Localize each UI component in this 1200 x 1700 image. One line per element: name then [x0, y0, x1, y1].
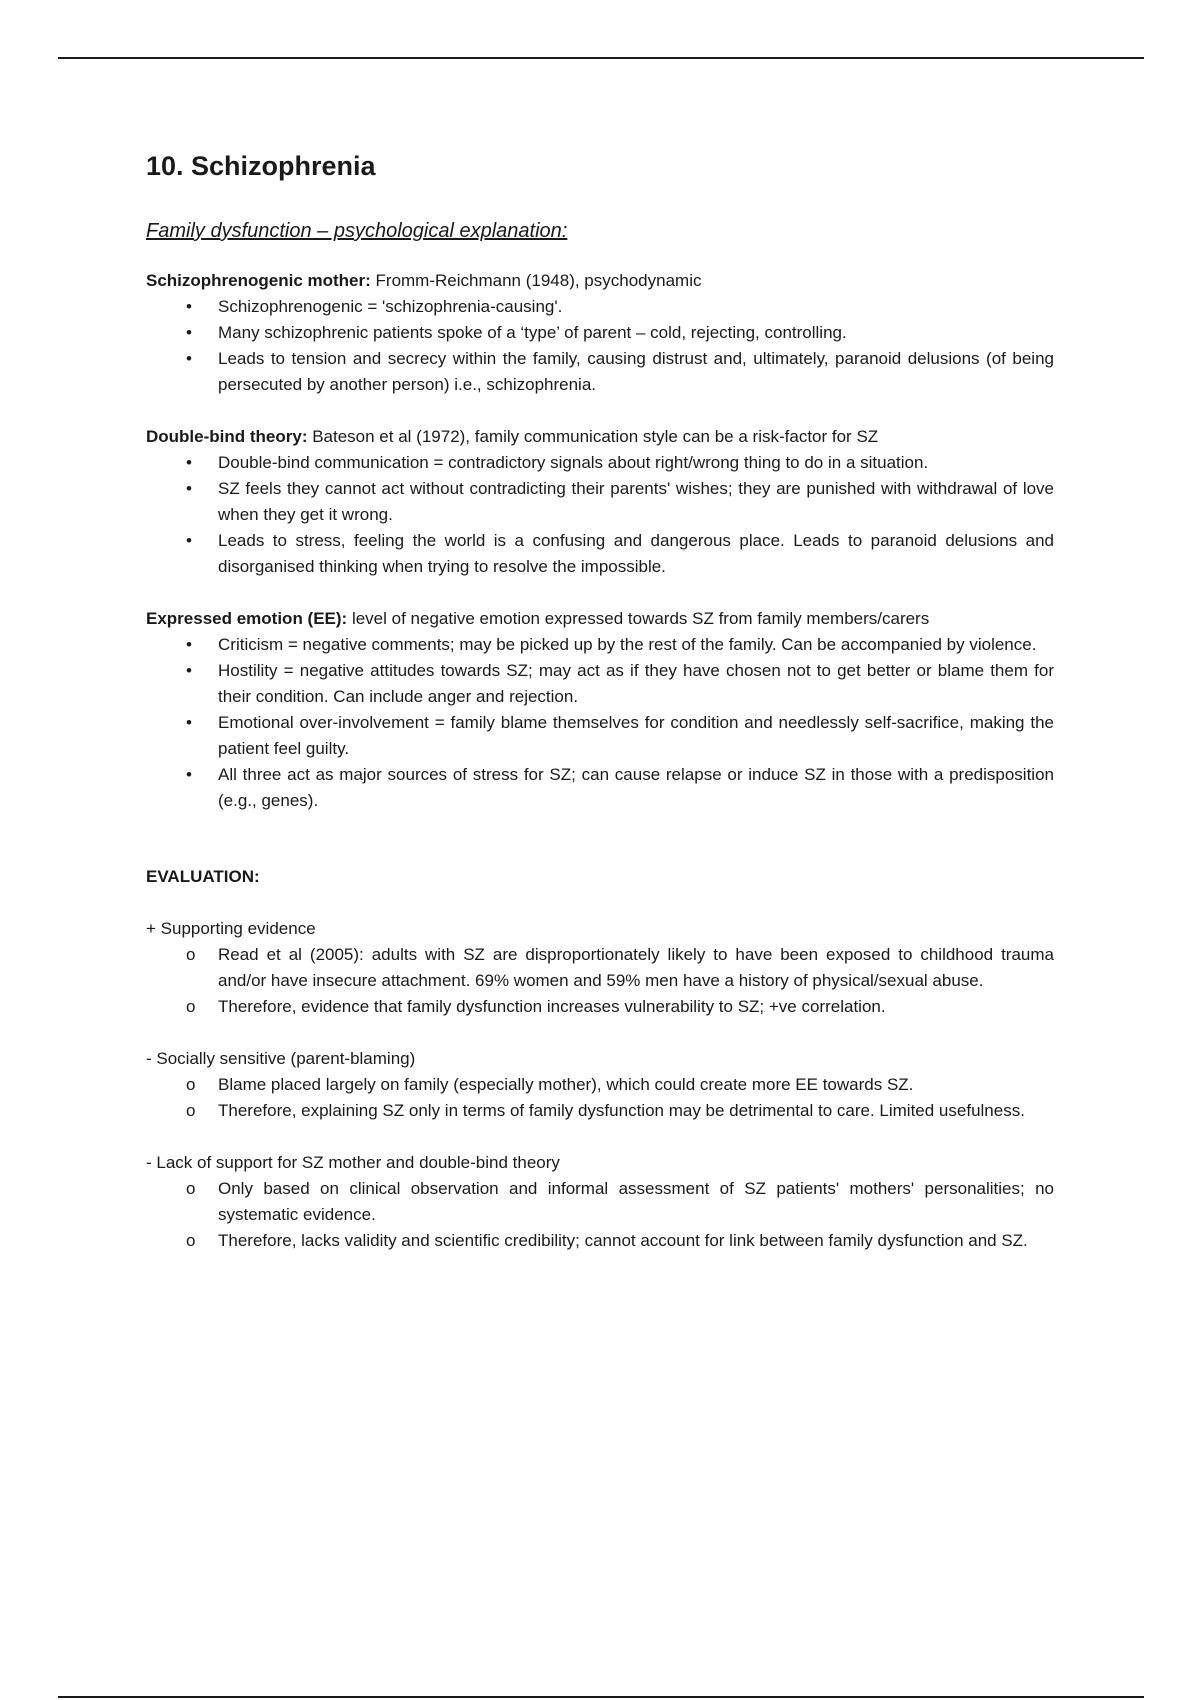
section-heading: Double-bind theory:: [146, 427, 308, 446]
page-subtitle: Family dysfunction – psychological explanation:: [146, 220, 568, 242]
sub-bullet-marker: o: [186, 1075, 196, 1094]
top-rule: [58, 57, 1144, 59]
bullet-list: [146, 450, 1054, 580]
section-intro: Bateson et al (1972), family communication style can be a risk-factor for SZ: [307, 427, 879, 446]
section-schizophrenogenic-mother: [146, 268, 1054, 398]
bullet-marker: •: [186, 479, 192, 498]
evaluation-point-lack-of-support: [146, 1150, 1054, 1254]
document-body: [146, 146, 1054, 1254]
evaluation-point-label: - Socially sensitive (parent-blaming): [146, 1049, 416, 1068]
evaluation-point-label: - Lack of support for SZ mother and double-bind theory: [146, 1153, 560, 1172]
section-intro: level of negative emotion expressed towards SZ from family members/carers: [347, 609, 930, 628]
list-item: o Therefore, explaining SZ only in terms of family dysfunction may be detrimental to care. Limited usefulness.: [146, 1098, 1054, 1124]
bullet-marker: •: [186, 323, 192, 342]
sub-bullet-marker: o: [186, 1231, 196, 1250]
sub-bullet-marker: o: [186, 945, 196, 964]
list-item: • Criticism = negative comments; may be picked up by the rest of the family. Can be accompanied by violence.: [146, 632, 1054, 658]
section-heading: Expressed emotion (EE):: [146, 609, 348, 628]
bullet-marker: •: [186, 453, 192, 472]
section-expressed-emotion: [146, 606, 1054, 814]
list-item: • Leads to stress, feeling the world is a confusing and dangerous place. Leads to paranoid delusions and disorganised thinking when trying to resolve the impossible.: [146, 528, 1054, 580]
page-title: 10. Schizophrenia: [146, 151, 376, 181]
evaluation-point-socially-sensitive: [146, 1046, 1054, 1124]
list-item: • Leads to tension and secrecy within the family, causing distrust and, ultimately, paranoid delusions (of being persecuted by another person) i.e., schizophrenia.: [146, 346, 1054, 398]
list-item: o Only based on clinical observation and informal assessment of SZ patients' mothers' personalities; no systematic evidence.: [146, 1176, 1054, 1228]
evaluation-point-supporting-evidence: [146, 916, 1054, 1020]
list-item: o Therefore, lacks validity and scientific credibility; cannot account for link between family dysfunction and SZ.: [146, 1228, 1054, 1254]
bullet-marker: •: [186, 531, 192, 550]
sub-bullet-list: [146, 1176, 1054, 1254]
sub-bullet-list: [146, 942, 1054, 1020]
list-item: • Emotional over-involvement = family blame themselves for condition and needlessly self-sacrifice, making the patient feel guilty.: [146, 710, 1054, 762]
list-item: o Blame placed largely on family (especially mother), which could create more EE towards SZ.: [146, 1072, 1054, 1098]
section-intro: Fromm-Reichmann (1948), psychodynamic: [370, 271, 702, 290]
sub-bullet-marker: o: [186, 997, 196, 1016]
bullet-marker: •: [186, 713, 192, 732]
bullet-list: [146, 294, 1054, 398]
list-item: o Read et al (2005): adults with SZ are disproportionately likely to have been exposed to childhood trauma and/or have insecure attachment. 69% women and 59% men have a history of physical/sexual abuse.: [146, 942, 1054, 994]
sub-bullet-marker: o: [186, 1179, 196, 1198]
bullet-marker: •: [186, 765, 192, 784]
list-item: • All three act as major sources of stress for SZ; can cause relapse or induce SZ in those with a predisposition (e.g., genes).: [146, 762, 1054, 814]
bullet-marker: •: [186, 349, 192, 368]
bottom-rule: [58, 1696, 1144, 1698]
bullet-marker: •: [186, 661, 192, 680]
list-item: • Many schizophrenic patients spoke of a ‘type’ of parent – cold, rejecting, controlling.: [146, 320, 1054, 346]
sub-bullet-list: [146, 1072, 1054, 1124]
bullet-marker: •: [186, 635, 192, 654]
list-item: • Schizophrenogenic = 'schizophrenia-causing'.: [146, 294, 1054, 320]
sub-bullet-marker: o: [186, 1101, 196, 1120]
section-double-bind: [146, 424, 1054, 580]
list-item: • Hostility = negative attitudes towards SZ; may act as if they have chosen not to get better or blame them for their condition. Can include anger and rejection.: [146, 658, 1054, 710]
bullet-marker: •: [186, 297, 192, 316]
bullet-list: [146, 632, 1054, 814]
evaluation-point-label: + Supporting evidence: [146, 919, 316, 938]
list-item: • Double-bind communication = contradictory signals about right/wrong thing to do in a situation.: [146, 450, 1054, 476]
section-heading: Schizophrenogenic mother:: [146, 271, 371, 290]
list-item: • SZ feels they cannot act without contradicting their parents' wishes; they are punished with withdrawal of love when they get it wrong.: [146, 476, 1054, 528]
evaluation-heading: EVALUATION:: [146, 867, 260, 886]
list-item: o Therefore, evidence that family dysfunction increases vulnerability to SZ; +ve correlation.: [146, 994, 1054, 1020]
